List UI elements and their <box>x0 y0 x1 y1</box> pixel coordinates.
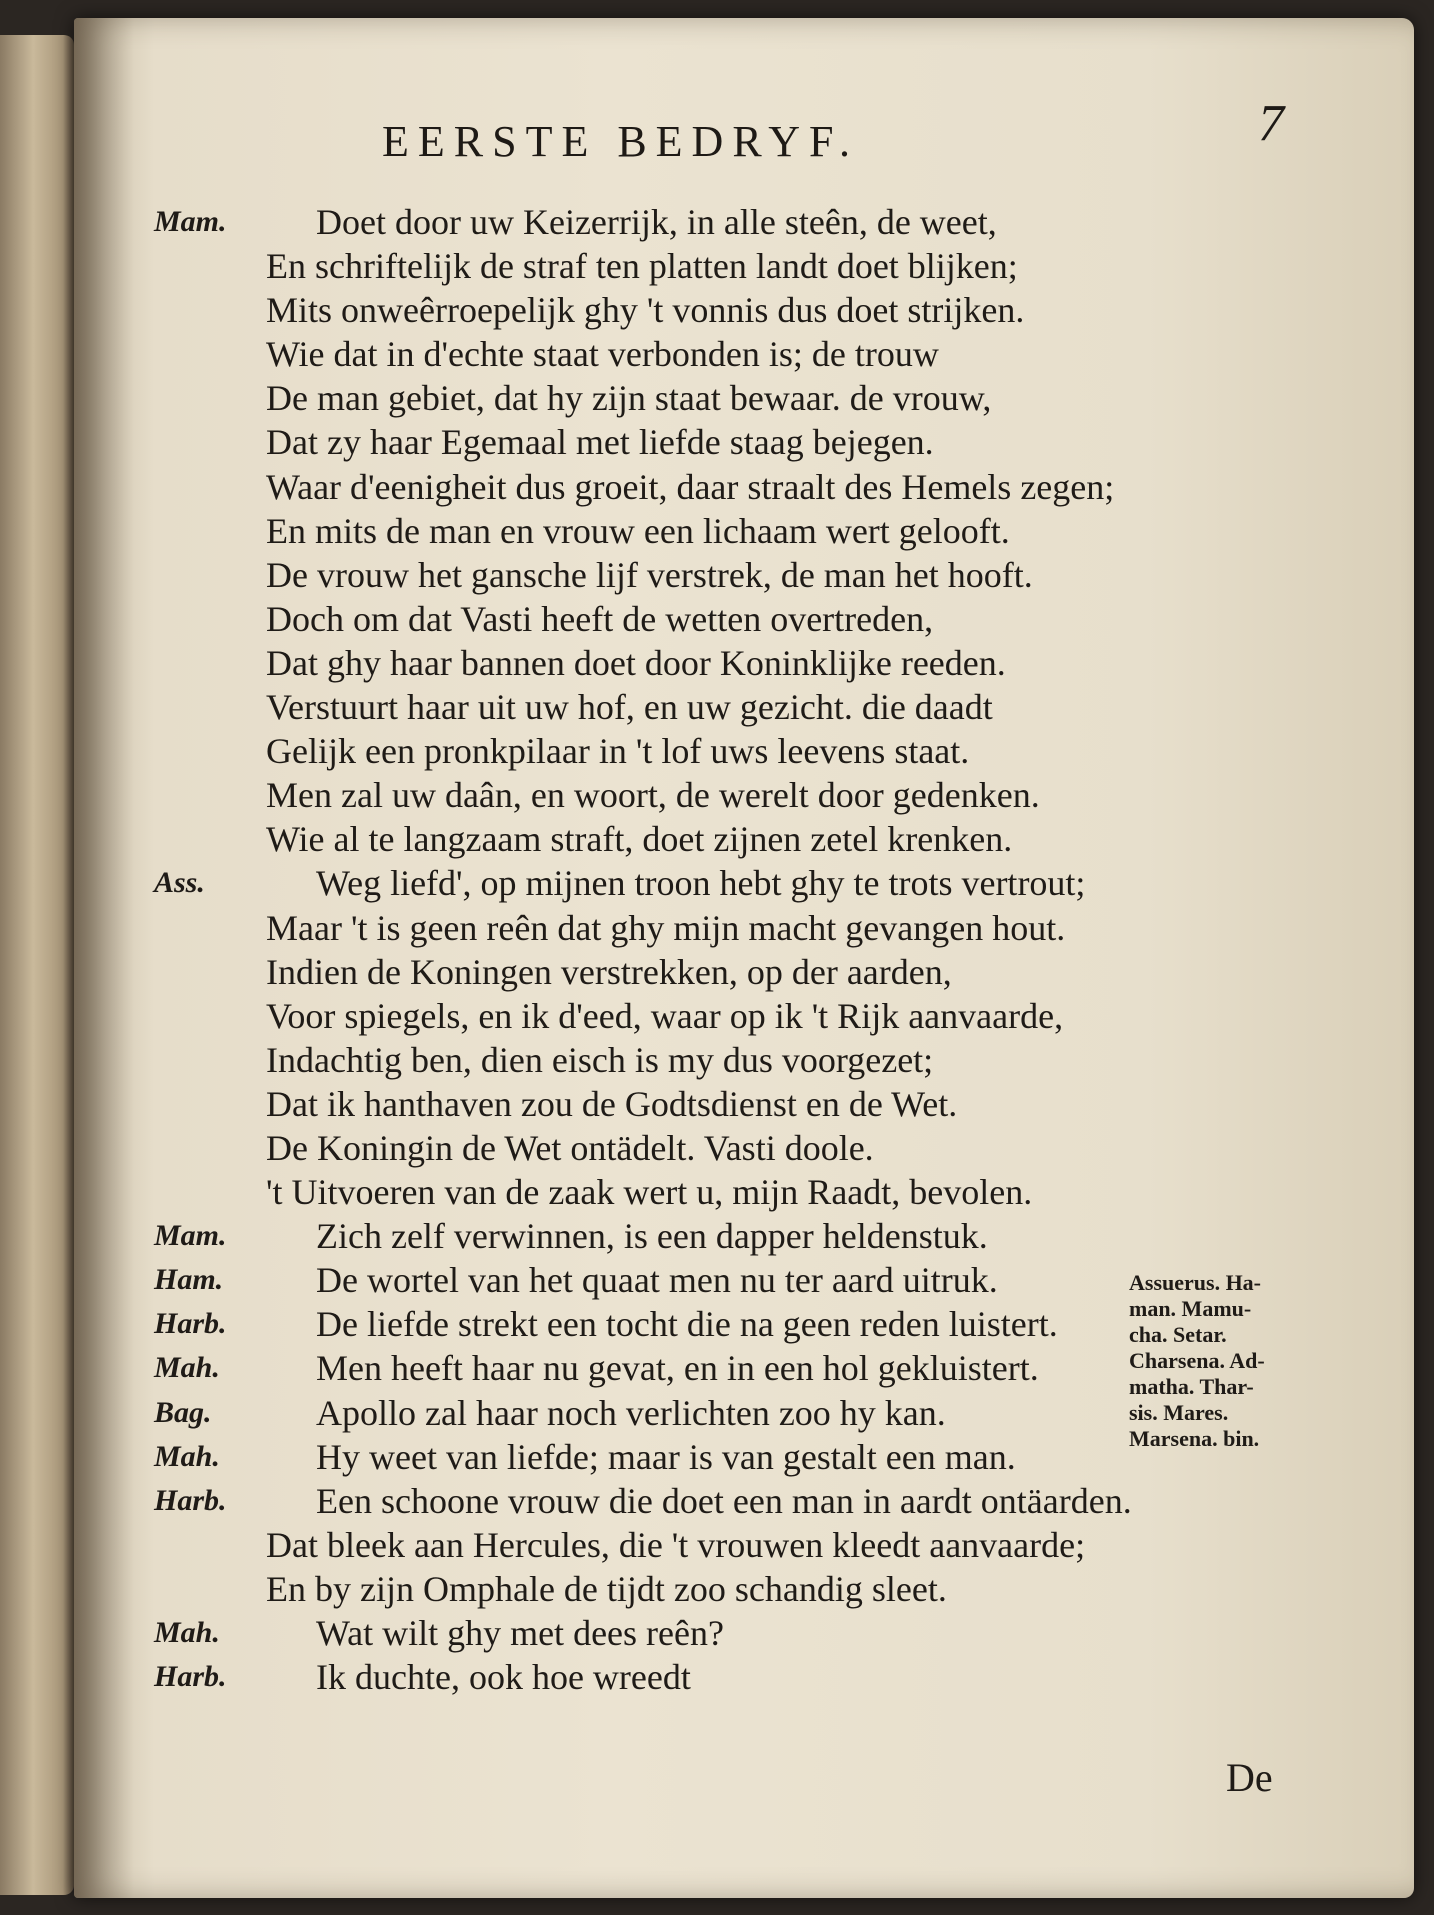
verse-text: Mits onweêrroepelijk ghy 't vonnis dus doet strijken. <box>266 290 1025 331</box>
verse-line <box>154 1214 1174 1258</box>
verse-line <box>154 1082 1174 1126</box>
speaker-label: Harb. <box>154 1483 227 1517</box>
page-number: 7 <box>1258 95 1284 152</box>
verse-line <box>154 906 1174 950</box>
verse-line <box>154 597 1174 641</box>
verse-text: De Koningin de Wet ontädelt. Vasti doole. <box>266 1127 874 1168</box>
verse-line <box>154 1038 1174 1082</box>
speaker-label: Ham. <box>154 1263 224 1297</box>
speaker-label: Harb. <box>154 1660 227 1694</box>
verse-line <box>154 641 1174 685</box>
verse-line <box>154 244 1174 288</box>
verse-text: Doet door uw Keizerrijk, in alle steên, de weet, <box>316 202 997 242</box>
verse-text: De man gebiet, dat hy zijn staat bewaar. de vrouw, <box>266 378 992 419</box>
verse-line <box>154 1346 1174 1390</box>
verse-text: Weg liefd', op mijnen troon hebt ghy te trots vertrout; <box>316 863 1086 904</box>
verse-line <box>154 509 1174 553</box>
speaker-label: Mah. <box>154 1351 220 1385</box>
verse-text: Wat wilt ghy met dees reên? <box>316 1613 724 1653</box>
verse-text: Dat ik hanthaven zou de Godtsdienst en de Wet. <box>266 1083 958 1124</box>
verse-text: Maar 't is geen reên dat ghy mijn macht gevangen hout. <box>266 907 1066 948</box>
verse-text: Een schoone vrouw die doet een man in aardt ontäarden. <box>316 1480 1132 1521</box>
marginal-note-line: man. Mamu- <box>1129 1296 1252 1321</box>
marginal-note-line: Charsena. Ad- <box>1129 1348 1265 1373</box>
verse-line <box>154 288 1174 332</box>
verse-line <box>154 1391 1174 1435</box>
verse-line <box>154 1655 1174 1699</box>
verse-line <box>154 1126 1174 1170</box>
speaker-label: Bag. <box>154 1395 212 1429</box>
marginal-note-line: matha. Thar- <box>1129 1374 1254 1399</box>
speaker-label: Mah. <box>154 1616 220 1649</box>
verse-text: Dat zy haar Egemaal met liefde staag bejegen. <box>266 422 934 463</box>
verse-line <box>154 465 1174 509</box>
verse-line <box>154 1567 1174 1611</box>
verse-text: 't Uitvoeren van de zaak wert u, mijn Raadt, bevolen. <box>266 1172 1033 1213</box>
verse-block <box>154 200 1174 1699</box>
verse-line <box>154 1479 1174 1523</box>
verse-line <box>154 950 1174 994</box>
verse-text: De wortel van het quaat men nu ter aard uitruk. <box>316 1260 998 1301</box>
verse-line <box>154 420 1174 464</box>
marginal-note-line: Marsena. bin. <box>1129 1426 1260 1451</box>
verse-line <box>154 332 1174 376</box>
speaker-label: Ass. <box>154 866 205 900</box>
verse-line <box>154 861 1174 905</box>
verse-text: Ik duchte, ook hoe wreedt <box>316 1657 691 1698</box>
verse-line <box>154 773 1174 817</box>
verse-line <box>154 376 1174 420</box>
facing-page-edge <box>0 35 74 1895</box>
verse-text: En schriftelijk de straf ten platten landt doet blijken; <box>266 246 1018 287</box>
verse-text: Verstuurt haar uit uw hof, en uw gezicht. die daadt <box>266 687 993 728</box>
verse-line <box>154 729 1174 773</box>
verse-text: Apollo zal haar noch verlichten zoo hy kan. <box>316 1392 946 1433</box>
verse-line <box>154 553 1174 597</box>
verse-line <box>154 1258 1174 1302</box>
verse-text: Wie dat in d'echte staat verbonden is; de trouw <box>266 334 939 375</box>
verse-text: Wie al te langzaam straft, doet zijnen zetel krenken. <box>266 819 1013 860</box>
verse-text: Doch om dat Vasti heeft de wetten overtreden, <box>266 598 934 639</box>
catchword: De <box>1226 1755 1273 1800</box>
verse-line <box>154 1302 1174 1346</box>
verse-text: Indachtig ben, dien eisch is my dus voorgezet; <box>266 1039 934 1080</box>
verse-text: Dat bleek aan Hercules, die 't vrouwen kleedt aanvaarde; <box>266 1524 1086 1565</box>
verse-text: De liefde strekt een tocht die na geen reden luistert. <box>316 1304 1058 1345</box>
verse-text: Waar d'eenigheit dus groeit, daar straalt des Hemels zegen; <box>266 466 1115 507</box>
book-page <box>74 18 1414 1898</box>
speaker-label: Mam. <box>154 1219 227 1253</box>
marginal-note-line: cha. Setar. <box>1129 1322 1227 1347</box>
verse-text: En by zijn Omphale de tijdt zoo schandig sleet. <box>266 1568 947 1609</box>
marginal-note-line: sis. Mares. <box>1129 1400 1229 1425</box>
verse-text: Zich zelf verwinnen, is een dapper heldenstuk. <box>316 1216 988 1257</box>
verse-text: Gelijk een pronkpilaar in 't lof uws leevens staat. <box>266 731 970 772</box>
verse-line <box>154 994 1174 1038</box>
verse-line <box>154 1170 1174 1214</box>
speaker-label: Harb. <box>154 1307 227 1341</box>
verse-line <box>154 817 1174 861</box>
marginal-note-line: Assuerus. Ha- <box>1129 1270 1262 1295</box>
verse-line <box>154 1435 1174 1479</box>
verse-line <box>154 1523 1174 1567</box>
speaker-label: Mah. <box>154 1439 220 1473</box>
verse-text: Dat ghy haar bannen doet door Koninklijke reeden. <box>266 642 1006 683</box>
verse-line <box>154 685 1174 729</box>
gutter-shadow <box>74 18 134 1898</box>
verse-text: Voor spiegels, en ik d'eed, waar op ik 't Rijk aanvaarde, <box>266 995 1064 1036</box>
verse-line <box>154 1611 1174 1655</box>
verse-text: Hy weet van liefde; maar is van gestalt een man. <box>316 1436 1016 1477</box>
running-head: EERSTE BEDRYF. <box>382 117 859 166</box>
verse-text: De vrouw het gansche lijf verstrek, de man het hooft. <box>266 554 1033 595</box>
verse-text: En mits de man en vrouw een lichaam wert gelooft. <box>266 510 1010 551</box>
verse-text: Men zal uw daân, en woort, de werelt door gedenken. <box>266 775 1040 816</box>
speaker-label: Mam. <box>154 205 227 238</box>
marginal-note <box>1129 1270 1379 1452</box>
verse-line <box>154 200 1174 244</box>
verse-text: Men heeft haar nu gevat, en in een hol gekluistert. <box>316 1348 1039 1389</box>
verse-text: Indien de Koningen verstrekken, op der aarden, <box>266 951 952 992</box>
